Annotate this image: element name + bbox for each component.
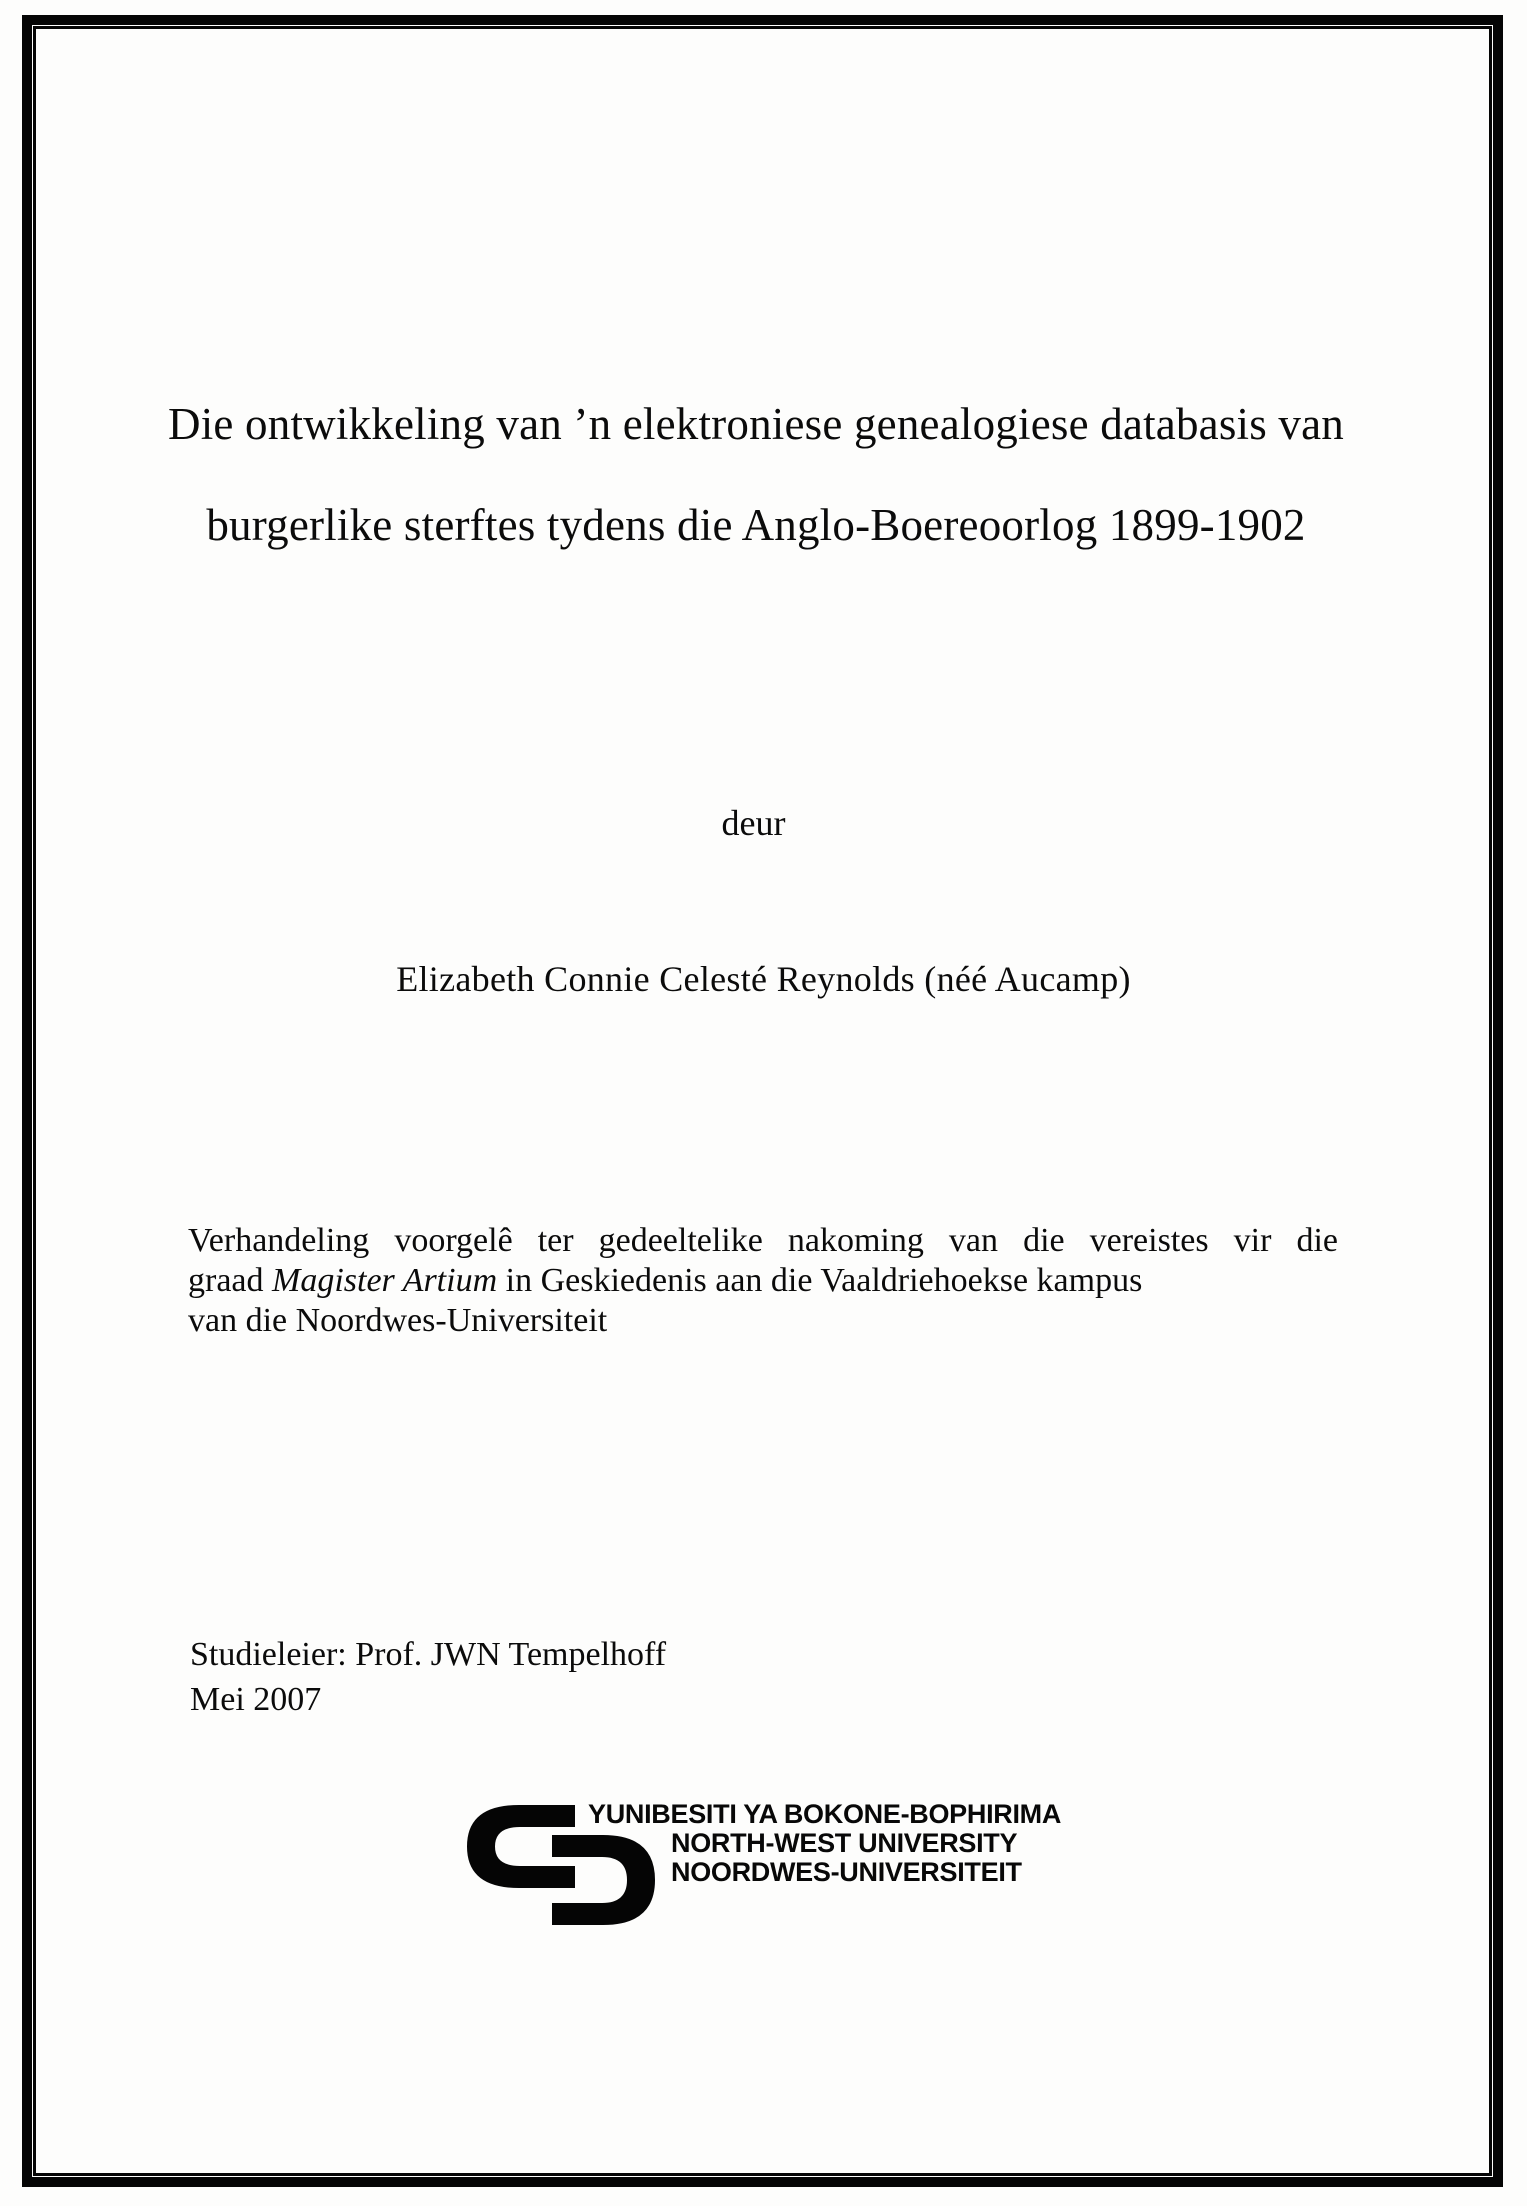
logo-text-afrikaans: NOORDWES-UNIVERSITEIT — [671, 1857, 1022, 1887]
degree-statement-line2-suffix: in Geskiedenis aan die Vaaldriehoekse kampus — [497, 1262, 1143, 1299]
degree-statement-line2-prefix: graad — [188, 1262, 273, 1299]
university-logo — [463, 1799, 1123, 1939]
logo-text-setswana: YUNIBESITI YA BOKONE-BOPHIRIMA — [588, 1799, 1062, 1829]
supervisor-block — [190, 1632, 666, 1722]
thesis-title-line2: burgerlike sterftes tydens die Anglo-Boereoorlog 1899-1902 — [206, 500, 1306, 550]
degree-statement-line1: Verhandeling voorgelê ter gedeeltelike nakoming van die vereistes vir die — [188, 1222, 1338, 1259]
thesis-title — [80, 374, 1432, 576]
degree-title-italic: Magister Artium — [272, 1262, 498, 1299]
degree-statement-line2 — [188, 1261, 1338, 1301]
thesis-title-line1: Die ontwikkeling van ’n elektroniese genealogiese databasis van — [168, 399, 1344, 449]
author-name: Elizabeth Connie Celesté Reynolds (néé Aucamp) — [396, 959, 1131, 999]
byline-label: deur — [721, 803, 786, 843]
logo-text-english: NORTH-WEST UNIVERSITY — [671, 1828, 1018, 1858]
degree-statement-line3: van die Noordwes-Universiteit — [188, 1302, 608, 1339]
date-line: Mei 2007 — [190, 1681, 322, 1718]
degree-statement — [188, 1221, 1338, 1341]
university-logo-text — [588, 1800, 1061, 1887]
supervisor-line: Studieleier: Prof. JWN Tempelhoff — [190, 1636, 667, 1673]
